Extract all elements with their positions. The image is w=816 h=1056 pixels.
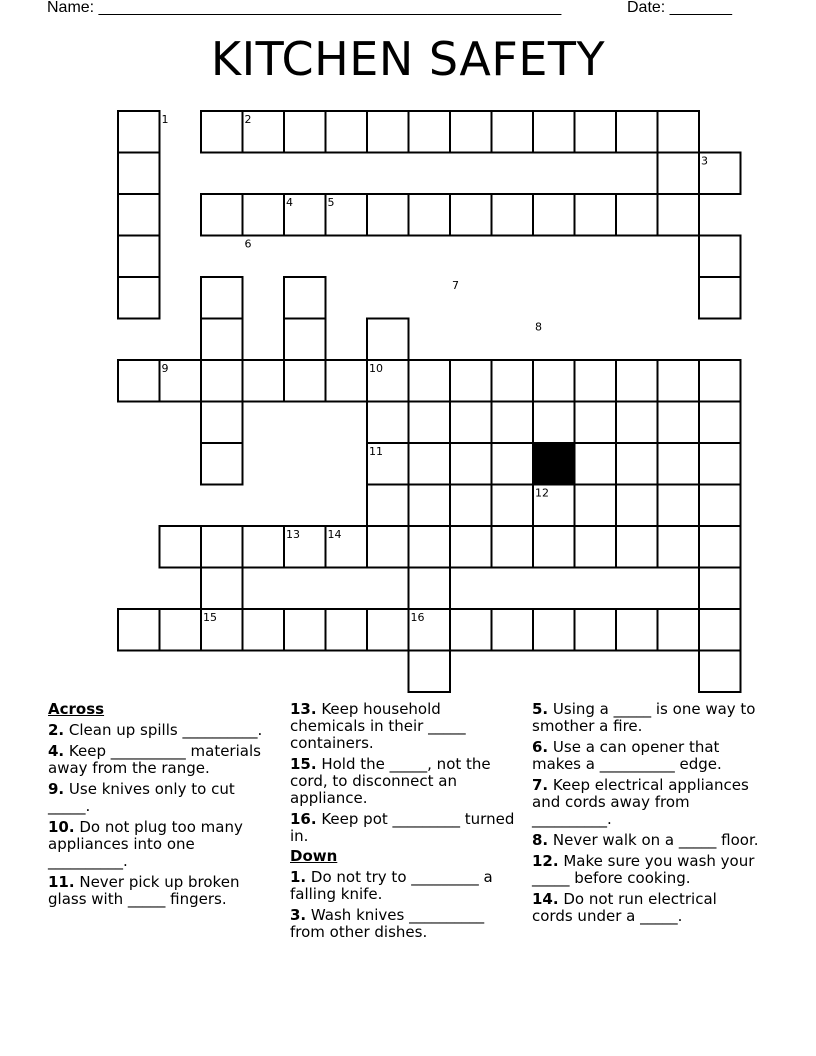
grid-cell[interactable] (616, 526, 658, 568)
grid-cell[interactable] (450, 360, 492, 402)
grid-cell[interactable] (575, 111, 617, 153)
grid-cell[interactable] (367, 111, 409, 153)
clue-text: Do not try to _________ a falling knife. (290, 868, 493, 903)
grid-cell[interactable] (367, 609, 409, 651)
down-clue (532, 891, 762, 925)
clue-number: 8. (532, 831, 549, 849)
clue-text: Never walk on a _____ floor. (548, 831, 759, 849)
cell-number: 10 (369, 362, 383, 375)
grid-cell[interactable] (492, 360, 534, 402)
grid-cell[interactable] (367, 194, 409, 236)
grid-cell[interactable] (201, 319, 243, 361)
grid-cell[interactable] (492, 485, 534, 527)
grid-cell[interactable] (284, 360, 326, 402)
across-clue (48, 722, 278, 739)
grid-cell[interactable] (699, 651, 741, 693)
clue-number: 12. (532, 852, 559, 870)
clue-number: 13. (290, 700, 317, 718)
grid-cell[interactable] (533, 402, 575, 444)
clue-number: 7. (532, 776, 549, 794)
down-clue-list-continued (532, 701, 762, 925)
grid-cell[interactable] (616, 485, 658, 527)
grid-cell[interactable] (201, 277, 243, 319)
grid-cell[interactable] (409, 485, 451, 527)
grid-cell[interactable] (658, 360, 700, 402)
cell-number: 14 (327, 528, 342, 541)
grid-cell[interactable] (118, 111, 160, 153)
grid-cell[interactable] (575, 609, 617, 651)
down-clue (532, 739, 762, 773)
cell-number: 13 (286, 528, 300, 541)
grid-cell[interactable] (118, 609, 160, 651)
grid-cell[interactable] (409, 526, 451, 568)
grid-cell[interactable] (243, 360, 285, 402)
cell-number: 9 (161, 362, 169, 375)
down-clue (532, 853, 762, 887)
grid-cell[interactable] (201, 360, 243, 402)
grid-cell[interactable] (492, 526, 534, 568)
grid-cell[interactable] (658, 485, 700, 527)
grid-cell[interactable] (575, 360, 617, 402)
grid-cell[interactable] (450, 111, 492, 153)
clue-column-1 (48, 701, 278, 912)
grid-cell[interactable] (450, 526, 492, 568)
grid-cell[interactable] (699, 277, 741, 319)
grid-cell[interactable] (699, 609, 741, 651)
clue-text: Use knives only to cut _____. (48, 780, 235, 815)
clue-text: Hold the _____, not the cord, to disconnect an appliance. (290, 755, 491, 807)
cell-number: 16 (410, 611, 425, 624)
grid-cell[interactable] (450, 443, 492, 485)
grid-cell[interactable] (118, 236, 160, 278)
clue-text: Do not run electrical cords under a _____. (532, 890, 717, 925)
grid-cell[interactable] (699, 360, 741, 402)
clue-text: Keep pot _________ turned in. (290, 810, 515, 845)
clue-text: Keep household chemicals in their _____ containers. (290, 700, 466, 752)
cell-number: 8 (535, 320, 542, 334)
grid-cell[interactable] (658, 443, 700, 485)
clue-text: Clean up spills __________. (64, 721, 263, 739)
grid-cell[interactable] (118, 360, 160, 402)
grid-cell[interactable] (575, 443, 617, 485)
grid-cell[interactable] (326, 360, 368, 402)
clue-text: Use a can opener that makes a __________ edge. (532, 738, 722, 773)
cell-number: 4 (286, 196, 293, 209)
cell-number: 3 (701, 154, 708, 168)
grid-cell[interactable] (284, 319, 326, 361)
grid-cell[interactable] (367, 319, 409, 361)
clue-text: Using a _____ is one way to smother a fire. (532, 700, 756, 735)
grid-cell[interactable] (616, 402, 658, 444)
grid-cell[interactable] (201, 443, 243, 485)
grid-cell[interactable] (575, 485, 617, 527)
grid-cell[interactable] (450, 402, 492, 444)
grid-cell[interactable] (699, 485, 741, 527)
clue-number: 3. (290, 906, 307, 924)
grid-cell[interactable] (699, 568, 741, 610)
grid-cell[interactable] (492, 609, 534, 651)
across-clue (48, 743, 278, 777)
grid-cell[interactable] (575, 402, 617, 444)
down-clue (532, 701, 762, 735)
clue-number: 6. (532, 738, 549, 756)
down-clue (532, 832, 762, 849)
across-clue (290, 701, 520, 752)
grid-cell[interactable] (409, 360, 451, 402)
clue-number: 11. (48, 873, 75, 891)
clue-number: 16. (290, 810, 317, 828)
cell-number: 7 (452, 279, 459, 292)
down-clue (532, 777, 762, 828)
clue-column-2 (290, 701, 520, 945)
cell-number: 1 (161, 113, 169, 126)
grid-cell[interactable] (699, 402, 741, 444)
page-title: KITCHEN SAFETY (210, 32, 606, 86)
across-clue-list-continued (290, 701, 520, 845)
clue-text: Keep __________ materials away from the range. (48, 742, 261, 777)
grid-cell[interactable] (450, 194, 492, 236)
across-clue (48, 819, 278, 870)
grid-cell[interactable] (699, 443, 741, 485)
grid-cell[interactable] (326, 609, 368, 651)
grid-cell[interactable] (658, 609, 700, 651)
across-clue (48, 781, 278, 815)
cell-number: 15 (203, 611, 217, 624)
across-clue-list (48, 722, 278, 908)
grid-cell[interactable] (409, 402, 451, 444)
grid-cell[interactable] (201, 111, 243, 153)
cell-number: 6 (244, 237, 252, 251)
down-heading: Down (290, 847, 338, 865)
grid-cell[interactable] (243, 194, 285, 236)
cell-number: 2 (244, 113, 252, 126)
grid-cell[interactable] (367, 485, 409, 527)
grid-cell[interactable] (658, 194, 700, 236)
grid-cell[interactable] (284, 609, 326, 651)
across-clue (48, 874, 278, 908)
grid-cell[interactable] (575, 526, 617, 568)
grid-cell[interactable] (533, 194, 575, 236)
clue-number: 10. (48, 818, 75, 836)
clue-number: 15. (290, 755, 317, 773)
grid-cell[interactable] (409, 651, 451, 693)
clue-number: 2. (48, 721, 65, 739)
grid-cell[interactable] (533, 360, 575, 402)
grid-cell[interactable] (575, 194, 617, 236)
down-clue-list (290, 869, 520, 941)
grid-cell[interactable] (118, 277, 160, 319)
across-clue (290, 811, 520, 845)
grid-cell[interactable] (284, 111, 326, 153)
down-clue (290, 869, 520, 903)
grid-cell[interactable] (367, 526, 409, 568)
grid-cell[interactable] (201, 402, 243, 444)
cell-number: 12 (535, 486, 549, 500)
grid-cell[interactable] (699, 236, 741, 278)
grid-cell[interactable] (367, 402, 409, 444)
across-heading: Across (48, 700, 105, 718)
grid-cell[interactable] (118, 153, 160, 195)
clue-number: 9. (48, 780, 65, 798)
date-field-label: Date: _______ (627, 0, 732, 16)
grid-cell[interactable] (243, 609, 285, 651)
grid-cell[interactable] (533, 609, 575, 651)
clue-column-3 (532, 701, 762, 929)
grid-cell[interactable] (450, 485, 492, 527)
clue-number: 4. (48, 742, 65, 760)
grid-cell[interactable] (658, 402, 700, 444)
grid-cell[interactable] (616, 360, 658, 402)
grid-cell[interactable] (533, 111, 575, 153)
grid-cell[interactable] (409, 111, 451, 153)
clue-number: 1. (290, 868, 307, 886)
grid-cell[interactable] (658, 526, 700, 568)
grid-cell[interactable] (616, 111, 658, 153)
grid-cell[interactable] (658, 111, 700, 153)
grid-cell[interactable] (699, 526, 741, 568)
grid-cell[interactable] (409, 443, 451, 485)
name-field-label: Name: ____________________________________________________ (47, 0, 562, 16)
grid-cell[interactable] (326, 111, 368, 153)
grid-cell[interactable] (616, 443, 658, 485)
across-clue (290, 756, 520, 807)
clue-text: Never pick up broken glass with _____ fingers. (48, 873, 240, 908)
grid-cell[interactable] (160, 609, 202, 651)
grid-cell[interactable] (160, 526, 202, 568)
grid-cell[interactable] (201, 568, 243, 610)
grid-cell[interactable] (492, 443, 534, 485)
grid-cell[interactable] (492, 111, 534, 153)
grid-cell[interactable] (409, 194, 451, 236)
grid-cell[interactable] (450, 609, 492, 651)
clue-text: Make sure you wash your _____ before cooking. (532, 852, 755, 887)
grid-cell[interactable] (492, 194, 534, 236)
down-clue (290, 907, 520, 941)
clue-text: Wash knives __________ from other dishes. (290, 906, 485, 941)
grid-cell[interactable] (409, 568, 451, 610)
clue-number: 5. (532, 700, 549, 718)
clue-text: Do not plug too many appliances into one __________. (48, 818, 243, 870)
cell-number: 5 (327, 196, 335, 209)
grid-cell[interactable] (616, 194, 658, 236)
grid-cell[interactable] (118, 194, 160, 236)
clue-text: Keep electrical appliances and cords away from __________. (532, 776, 749, 828)
grid-cell[interactable] (201, 194, 243, 236)
grid-cell[interactable] (201, 526, 243, 568)
grid-cell[interactable] (243, 526, 285, 568)
grid-cell[interactable] (492, 402, 534, 444)
black-cell (533, 443, 575, 485)
grid-cell[interactable] (533, 526, 575, 568)
clue-number: 14. (532, 890, 559, 908)
grid-cell[interactable] (616, 609, 658, 651)
grid-cell[interactable] (284, 277, 326, 319)
cell-number: 11 (369, 445, 383, 458)
grid-cell[interactable] (658, 153, 700, 195)
